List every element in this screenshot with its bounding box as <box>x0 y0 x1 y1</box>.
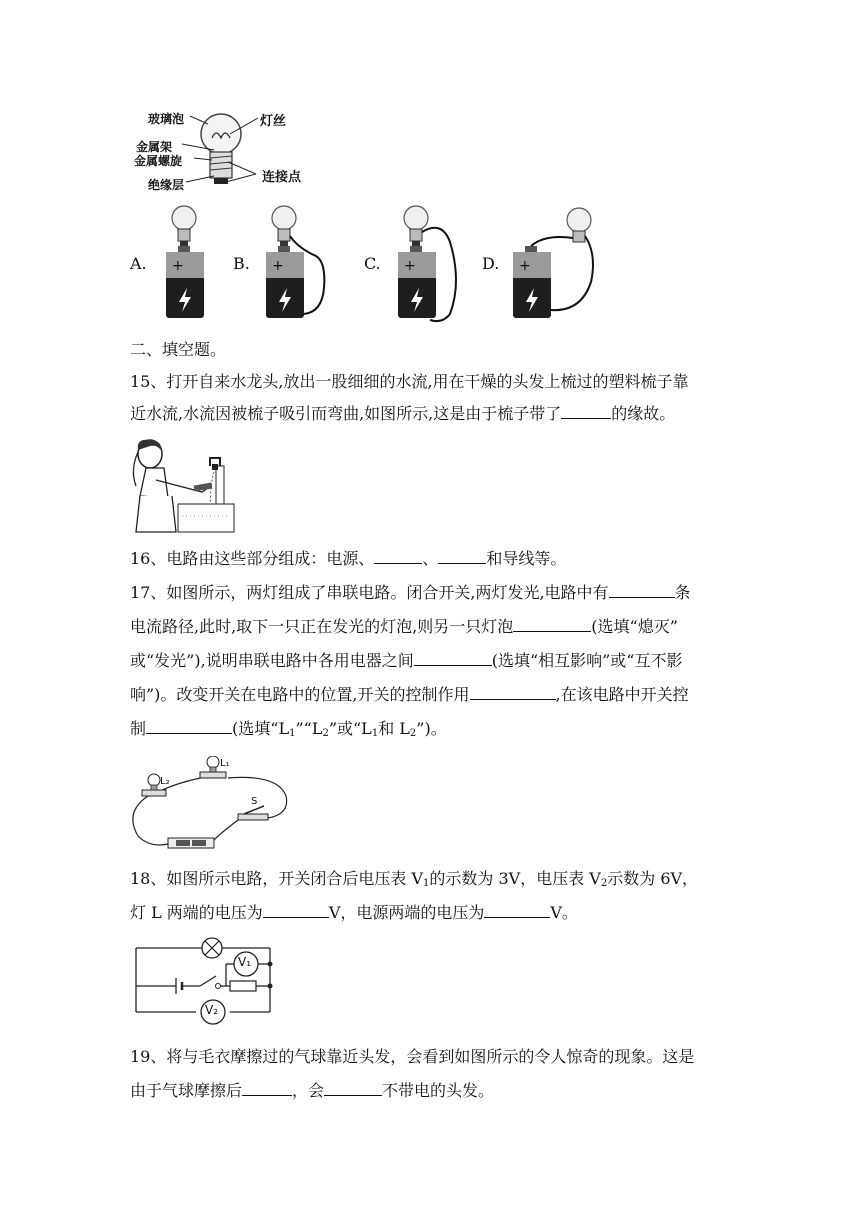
option-a-figure <box>158 202 218 322</box>
figure-label-v1: V₁ <box>238 955 252 969</box>
q17-sub-1b: 1 <box>371 728 379 739</box>
q17-blank-4[interactable] <box>470 685 556 700</box>
option-b-label: B. <box>233 254 250 273</box>
q18-sub-2: 2 <box>600 878 608 889</box>
bulb-structure-figure <box>128 104 318 196</box>
q17-text-5a: 制 <box>130 719 147 738</box>
q18-line-1 <box>130 868 740 890</box>
label-glass: 玻璃泡 <box>148 112 185 126</box>
q19-blank-2[interactable] <box>324 1081 382 1096</box>
q17-text-3b: (选填“相互影响”或“互不影 <box>491 651 683 670</box>
q18-blank-1[interactable] <box>263 903 329 918</box>
q17-text-2b: (选填“熄灭” <box>591 617 678 636</box>
q17-line-2 <box>130 616 740 638</box>
q17-text-4b: ,在该电路中开关控 <box>555 685 689 704</box>
comb-water-figure <box>128 436 248 536</box>
q19-text-2a: 由于气球摩擦后 <box>130 1081 243 1100</box>
q18-text-2b: V，电源两端的电压为 <box>328 903 485 922</box>
label-metal-frame: 金属架 <box>136 140 173 154</box>
q16-text-a: 16、电路由这些部分组成：电源、 <box>130 549 375 568</box>
svg-text:+: + <box>172 258 184 274</box>
label-insulation: 绝缘层 <box>148 178 185 192</box>
q17-text-5f: ”)。 <box>416 719 447 738</box>
q19-blank-1[interactable] <box>242 1081 292 1096</box>
option-d-figure <box>505 202 605 322</box>
q17-text-4a: 响”)。改变开关在电路中的位置,开关的控制作用 <box>130 685 470 704</box>
q17-text-1b: 条 <box>674 583 691 602</box>
q17-text-5b: (选填“L <box>232 719 290 738</box>
q17-line-1 <box>130 582 740 604</box>
q16-blank-1[interactable] <box>374 549 422 564</box>
q17-sub-2a: 2 <box>322 728 329 739</box>
q15-blank[interactable] <box>561 404 611 419</box>
label-metal-screw: 金属螺旋 <box>134 154 183 168</box>
q17-line-4 <box>130 684 740 706</box>
svg-text:+: + <box>519 258 531 274</box>
section-title: 二、填空题。 <box>130 340 227 359</box>
q19-line-1: 19、将与毛衣摩擦过的气球靠近头发，会看到如图所示的令人惊奇的现象。这是 <box>130 1047 695 1066</box>
q17-sub-2b: 2 <box>409 728 417 739</box>
q15-text-a: 近水流,水流因被梳子吸引而弯曲,如图所示,这是由于梳子带了 <box>130 404 562 423</box>
q18-text-1a: 18、如图所示电路，开关闭合后电压表 V <box>130 869 424 888</box>
q16-line <box>130 548 740 570</box>
q16-blank-2[interactable] <box>438 549 486 564</box>
q17-blank-5[interactable] <box>146 719 232 734</box>
q19-text-2b: ，会 <box>292 1081 325 1100</box>
q17-blank-1[interactable] <box>609 583 675 598</box>
q16-text-c: 和导线等。 <box>486 549 567 568</box>
series-circuit-figure <box>128 756 298 852</box>
figure-label-l1: L₁ <box>220 758 230 769</box>
figure-label-s: S <box>251 796 258 807</box>
q15-line-2 <box>130 403 740 425</box>
option-c-label: C. <box>364 254 381 273</box>
option-b-figure <box>258 202 338 322</box>
q18-blank-2[interactable] <box>484 903 550 918</box>
q18-text-2a: 灯 L 两端的电压为 <box>130 903 263 922</box>
option-d-label: D. <box>482 254 500 273</box>
q18-text-2c: V。 <box>550 903 578 922</box>
option-c-figure <box>390 202 470 326</box>
q17-text-1a: 17、如图所示，两灯组成了串联电路。闭合开关,两灯发光,电路中有 <box>130 583 609 602</box>
q17-text-3a: 或“发光”),说明串联电路中各用电器之间 <box>130 651 414 670</box>
q17-blank-2[interactable] <box>513 617 591 632</box>
q17-line-5 <box>130 718 740 740</box>
q17-text-5d: ”或“L <box>328 719 372 738</box>
figure-label-l2: L₂ <box>160 776 170 787</box>
q18-sub-1: 1 <box>423 878 430 889</box>
svg-text:+: + <box>272 258 284 274</box>
figure-label-v2: V₂ <box>205 1003 219 1017</box>
label-contact: 连接点 <box>262 170 302 185</box>
q17-line-3 <box>130 650 740 672</box>
q17-text-5e: 和 L <box>378 719 410 738</box>
q17-sub-1a: 1 <box>289 728 296 739</box>
q15-line-1: 15、打开自来水龙头,放出一股细细的水流,用在干燥的头发上梳过的塑料梳子靠 <box>130 372 689 391</box>
q18-text-1c: 示数为 6V， <box>607 869 699 888</box>
q19-line-2 <box>130 1080 740 1102</box>
q16-text-b: 、 <box>422 549 439 568</box>
q15-text-b: 的缘故。 <box>611 404 676 423</box>
q18-line-2 <box>130 902 740 924</box>
q18-text-1b: 的示数为 3V，电压表 V <box>429 869 601 888</box>
q19-text-2c: 不带电的头发。 <box>382 1081 495 1100</box>
q17-blank-3[interactable] <box>414 651 492 666</box>
q17-text-2a: 电流路径,此时,取下一只正在发光的灯泡,则另一只灯泡 <box>130 617 514 636</box>
q17-text-5c: ”“L <box>295 719 323 738</box>
svg-text:+: + <box>404 258 416 274</box>
label-filament: 灯丝 <box>260 114 287 129</box>
option-a-label: A. <box>130 254 147 273</box>
